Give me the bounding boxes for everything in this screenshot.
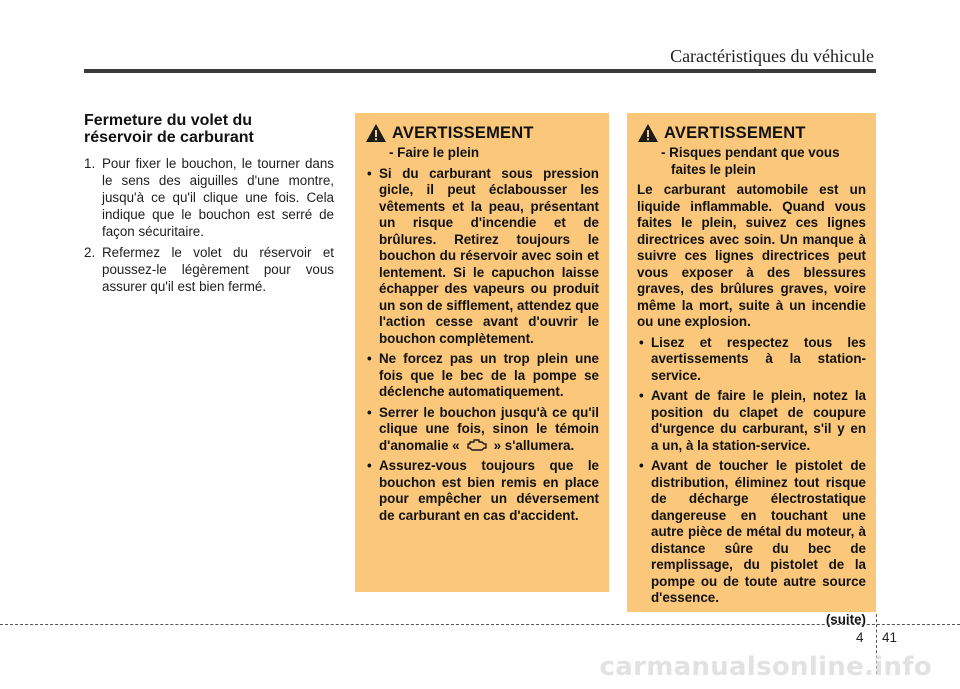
continued-label: (suite) [825, 611, 866, 627]
warning-subtitle: - Faire le plein [389, 145, 480, 160]
step-number: 2. [84, 245, 96, 260]
step-item [84, 244, 334, 295]
warning-paragraph: Le carburant automobile est un liquide inflammable. Quand vous faites le plein, suivez ces lignes directrices avec soin. Un manque à suivre ces lignes directrices peut vous exposer à des blessures graves, des brûlures graves, voire même la mort, suite à un incendie ou une explosion. [637, 182, 866, 329]
warning-bullets [365, 166, 599, 525]
check-engine-icon [466, 439, 488, 451]
watermark[interactable]: carmanualsonline.info [599, 652, 932, 682]
warning-triangle-icon [637, 123, 659, 143]
warning-subtitle: - Risques pendant que vous faites le plein [661, 145, 840, 177]
warning-header [365, 123, 599, 143]
section-title-line2: réservoir de carburant [84, 129, 254, 146]
warning-triangle-icon [365, 123, 387, 143]
left-column [84, 112, 334, 299]
warning-bullet: • Avant de toucher le pistolet de distribution, éliminez tout risque de décharge électrostatique dangereuse en touchant une autre pièce de métal du moteur, à distance sûre du bec de remplissage, du pistolet de la pompe ou de toute autre source d'essence. [637, 458, 866, 607]
step-number: 1. [84, 156, 96, 171]
warning-title: AVERTISSEMENT [392, 123, 534, 142]
warning-box-refuelling [355, 113, 609, 592]
section-title-line1: Fermeture du volet du [84, 112, 253, 129]
header-title: Caractéristiques du véhicule [670, 46, 874, 66]
step-item [84, 155, 334, 240]
bullet-text-before: Serrer le bouchon jusqu'à ce qu'il clique une fois, sinon le témoin d'anomalie « [379, 404, 599, 453]
section-title [84, 112, 334, 146]
warning-bullets [637, 335, 866, 607]
footer-rule [0, 624, 960, 625]
header-rule [84, 69, 876, 73]
warning-bullet: • Lisez et respectez tous les avertissements à la station-service. [637, 335, 866, 385]
step-text: Pour fixer le bouchon, le tourner dans le sens des aiguilles d'une montre, jusqu'à ce qu'il clique une fois. Cela indique que le bouchon est serré de façon sécuritaire. [102, 156, 334, 239]
step-text: Refermez le volet du réservoir et poussez-le légèrement pour vous assurer qu'il est bien fermé. [102, 245, 334, 294]
steps-list [84, 155, 334, 295]
warning-bullet: • Avant de faire le plein, notez la position du clapet de coupure d'urgence du carburant, s'il y en a un, à la station-service. [637, 388, 866, 454]
warning-bullet: • Si du carburant sous pression gicle, il peut éclabousser les vêtements et la peau, présentant un risque d'incendie et de brûlures. Retirez toujours le bouchon du réservoir avec soin et lentement. Si le capuchon laisse échapper des vapeurs ou produit un son de sifflement, attendez que l'action cesse avant d'ouvrir le bouchon complètement. [365, 166, 599, 348]
warning-box-risks [627, 113, 876, 627]
warning-bullet [365, 405, 599, 455]
warning-header [637, 123, 866, 143]
chapter-number: 4 [856, 630, 864, 645]
warning-bullet: • Ne forcez pas un trop plein une fois que le bec de la pompe se déclenche automatiquement. [365, 351, 599, 401]
warning-bullet: • Assurez-vous toujours que le bouchon est bien remis en place pour empêcher un déversement de carburant en cas d'accident. [365, 458, 599, 524]
warning-title: AVERTISSEMENT [664, 123, 806, 142]
page-number: 41 [882, 630, 898, 645]
bullet-text-after: » s'allumera. [493, 437, 575, 453]
